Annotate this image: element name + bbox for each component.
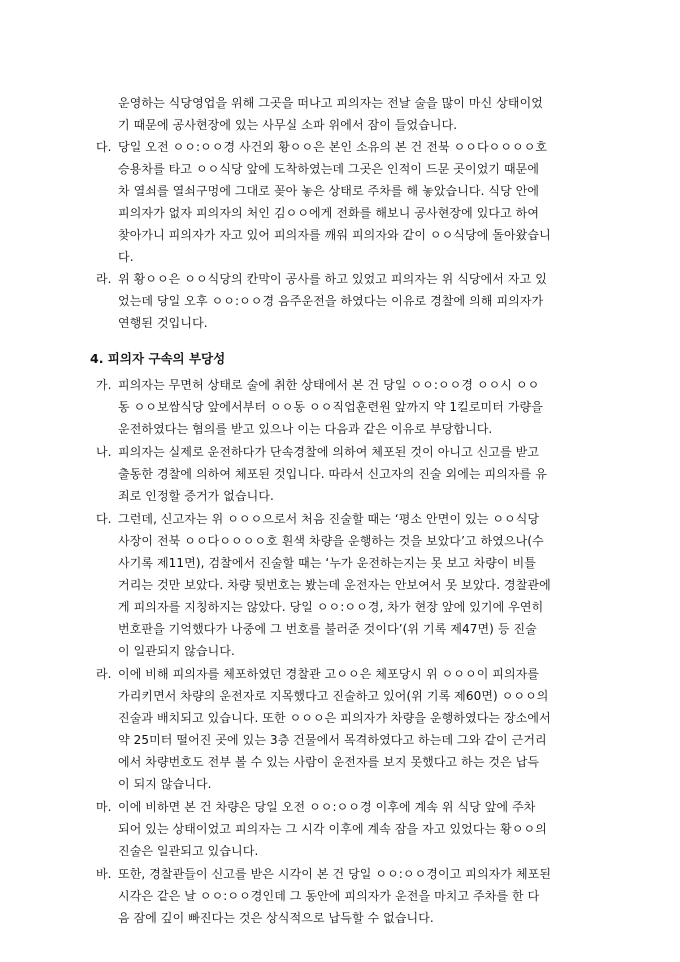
paragraph-line: 피의자는 실제로 운전하다가 단속경찰에 의하여 체포된 것이 아니고 신고를 받고 bbox=[118, 445, 540, 459]
paragraph-line: 죄로 인정할 증거가 없습니다. bbox=[118, 489, 274, 503]
paragraph-line: 위 황ㅇㅇ은 ㅇㅇ식당의 칸막이 공사를 하고 있었고 피의자는 위 식당에서 자고 있 bbox=[118, 272, 547, 286]
section-heading: 4. 피의자 구속의 부당성 bbox=[90, 351, 226, 366]
paragraph-line: 피의자는 무면허 상태로 술에 취한 상태에서 본 건 당일 ㅇㅇ:ㅇㅇ경 ㅇㅇ시 ㅇㅇ bbox=[118, 378, 540, 392]
paragraph-line: 이 되지 않습니다. bbox=[118, 777, 212, 791]
paragraph-line: 이에 비하면 본 건 차량은 당일 오전 ㅇㅇ:ㅇㅇ경 이후에 계속 위 식당 앞에 주차 bbox=[118, 800, 536, 814]
paragraph-line: 찾아가니 피의자가 자고 있어 피의자를 깨워 피의자와 같이 ㅇㅇ식당에 돌아왔습니 bbox=[118, 228, 551, 242]
paragraph-line: 약 25미터 떨어진 곳에 있는 3층 건물에서 목격하였다고 하는데 그와 같이 근거리 bbox=[118, 733, 547, 747]
continuation-line: 기 때문에 공사현장에 있는 사무실 소파 위에서 잠이 들었습니다. bbox=[118, 118, 458, 132]
item-marker: 가. bbox=[96, 378, 112, 392]
paragraph-line: 음 잠에 깊이 빠진다는 것은 상식적으로 납득할 수 없습니다. bbox=[118, 911, 434, 925]
paragraph-line: 동 ㅇㅇ보쌈식당 앞에서부터 ㅇㅇ동 ㅇㅇ직업훈련원 앞까지 약 1킬로미터 가량을 bbox=[118, 400, 543, 414]
item-marker: 마. bbox=[96, 800, 112, 814]
paragraph-line: 또한, 경찰관들이 신고를 받은 시각이 본 건 당일 ㅇㅇ:ㅇㅇ경이고 피의자가 체포된 bbox=[118, 867, 552, 881]
item-marker: 다. bbox=[96, 140, 112, 154]
continuation-line: 운영하는 식당영업을 위해 그곳을 떠나고 피의자는 전날 술을 많이 마신 상태이었 bbox=[118, 96, 543, 110]
paragraph-line: 운전하였다는 혐의를 받고 있으나 이는 다음과 같은 이유로 부당합니다. bbox=[118, 422, 493, 436]
paragraph-line: 가리키면서 차량의 운전자로 지목했다고 진술하고 있어(위 기록 제60면) ㅇㅇㅇ의 bbox=[118, 689, 549, 703]
paragraph-line: 었는데 당일 오후 ㅇㅇ:ㅇㅇ경 음주운전을 하였다는 이유로 경찰에 의해 피의자가 bbox=[118, 294, 544, 308]
paragraph-line: 거리는 것만 보았다. 차량 뒷번호는 봤는데 운전자는 안보여서 못 보았다. 경찰관에 bbox=[118, 578, 551, 592]
paragraph-line: 이 일관되지 않습니다. bbox=[118, 644, 235, 658]
paragraph-line: 게 피의자를 지칭하지는 않았다. 당일 ㅇㅇ:ㅇㅇ경, 차가 현장 앞에 있기에 우연히 bbox=[118, 600, 544, 614]
paragraph-line: 시각은 같은 날 ㅇㅇ:ㅇㅇ경인데 그 동안에 피의자가 운전을 마치고 주차를 한 다 bbox=[118, 889, 540, 903]
paragraph-line: 되어 있는 상태이었고 피의자는 그 시각 이후에 계속 잠을 자고 있었다는 황ㅇㅇ의 bbox=[118, 822, 547, 836]
paragraph-line: 연행된 것입니다. bbox=[118, 316, 208, 330]
item-marker: 나. bbox=[96, 445, 112, 459]
paragraph-line: 피의자가 없자 피의자의 처인 김ㅇㅇ에게 전화를 해보니 공사현장에 있다고 하여 bbox=[118, 206, 540, 220]
paragraph-line: 진술과 배치되고 있습니다. 또한 ㅇㅇㅇ은 피의자가 차량을 운행하였다는 장소에서 bbox=[118, 711, 551, 725]
paragraph-line: 승용차를 타고 ㅇㅇ식당 앞에 도착하였는데 그곳은 인적이 드문 곳이었기 때문에 bbox=[118, 162, 540, 176]
paragraph-line: 번호판을 기억했다가 나중에 그 번호를 불러준 것이다’(위 기록 제47면) 등 진술 bbox=[118, 622, 537, 636]
paragraph-line: 이에 비해 피의자를 체포하였던 경찰관 고ㅇㅇ은 체포당시 위 ㅇㅇㅇ이 피의자를 bbox=[118, 667, 540, 681]
paragraph-line: 진술은 일관되고 있습니다. bbox=[118, 844, 259, 858]
paragraph-line: 사장이 전북 ㅇㅇ다ㅇㅇㅇㅇ호 흰색 차량을 운행하는 것을 보았다’고 하였으나(수 bbox=[118, 534, 544, 548]
paragraph-line: 당일 오전 ㅇㅇ:ㅇㅇ경 사건외 황ㅇㅇ은 본인 소유의 본 건 전북 ㅇㅇ다ㅇㅇㅇㅇ호 bbox=[118, 140, 548, 154]
paragraph-line: 사기록 제11면), 검찰에서 진술할 때는 ‘누가 운전하는지는 못 보고 차량이 비틀 bbox=[118, 556, 536, 570]
item-marker: 다. bbox=[96, 512, 112, 526]
paragraph-line: 차 열쇠를 열쇠구멍에 그대로 꽂아 놓은 상태로 주차를 해 놓았습니다. 식당 안에 bbox=[118, 184, 540, 198]
item-marker: 라. bbox=[96, 272, 112, 286]
paragraph-line: 출동한 경찰에 의하여 체포된 것입니다. 따라서 신고자의 진술 외에는 피의자를 유 bbox=[118, 467, 547, 481]
item-marker: 바. bbox=[96, 867, 112, 881]
item-marker: 라. bbox=[96, 667, 112, 681]
paragraph-line: 그런데, 신고자는 위 ㅇㅇㅇ으로서 처음 진술할 때는 ‘평소 안면이 있는 ㅇㅇ식당 bbox=[118, 512, 540, 526]
paragraph-line: 에서 차량번호도 전부 볼 수 있는 사람이 운전자를 보지 못했다고 하는 것은 납득 bbox=[118, 755, 540, 769]
paragraph-line: 다. bbox=[118, 250, 134, 264]
